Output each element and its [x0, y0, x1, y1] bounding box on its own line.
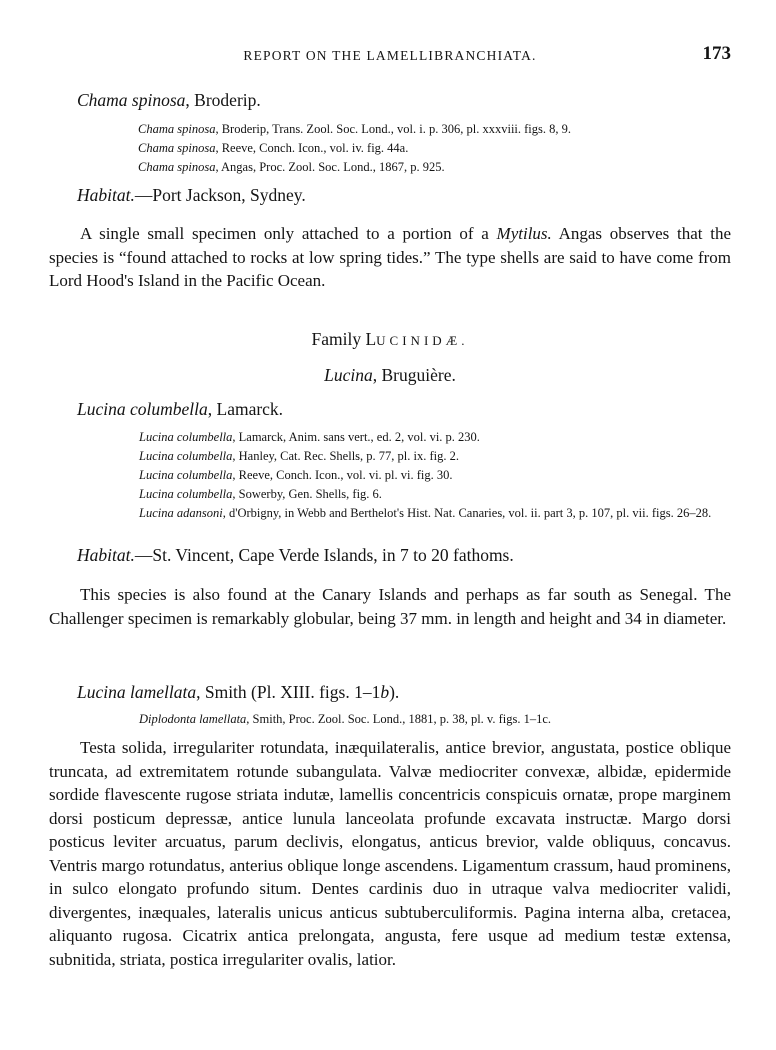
synonymy-entry-lamellata: Diplodonta lamellata, Smith, Proc. Zool. Soc. Lond., 1881, p. 38, pl. v. figs. 1–1c. [139, 712, 552, 726]
species-heading-chama-spinosa [77, 89, 759, 111]
species-heading-lucina-lamellata: Lucina lamellata, Smith (Pl. XIII. figs. 1–1b). [77, 682, 400, 702]
synonymy-entry: Lucina adansoni, d'Orbigny, in Webb and Berthelot's Hist. Nat. Canaries, vol. ii. part 3, p. 107, pl. vii. figs. 26–28. [139, 506, 712, 520]
running-title: REPORT ON THE LAMELLIBRANCHIATA. [243, 48, 537, 63]
running-header [49, 42, 731, 66]
synonymy-entry: Lucina columbella, Sowerby, Gen. Shells, fig. 6. [139, 487, 382, 501]
synonymy-list-chama [138, 120, 731, 177]
synonymy-entry: Lucina columbella, Reeve, Conch. Icon., vol. vi. pl. vi. fig. 30. [139, 468, 453, 482]
synonymy-entry: Chama spinosa, Broderip, Trans. Zool. Soc. Lond., vol. i. p. 306, pl. xxxviii. figs. 8, 9. [138, 122, 572, 136]
page-number: 173 [702, 43, 731, 64]
synonymy-entry: Lucina columbella, Hanley, Cat. Rec. Shells, p. 77, pl. ix. fig. 2. [139, 449, 459, 463]
genus-heading: Lucina, Bruguière. [324, 365, 456, 385]
synonymy-list-columbella [139, 428, 731, 523]
synonymy-entry: Chama spinosa, Angas, Proc. Zool. Soc. Lond., 1867, p. 925. [138, 160, 445, 174]
species-heading-lucina-columbella: Lucina columbella, Lamarck. [77, 399, 284, 419]
synonymy-entry: Lucina columbella, Lamarck, Anim. sans vert., ed. 2, vol. vi. p. 230. [139, 430, 480, 444]
synonymy-entry: Chama spinosa, Reeve, Conch. Icon., vol. iv. fig. 44a. [138, 141, 409, 155]
species-author: , Broderip. [185, 90, 261, 110]
habitat-chama: Habitat.—Port Jackson, Sydney. [77, 185, 306, 205]
paragraph-columbella-notes: This species is also found at the Canary Islands and perhaps as far south as Senegal. The Challenger specimen is remarkably globular, being 37 mm. in length and height and 34 in diameter. [49, 585, 731, 628]
family-heading: Family LUCINIDÆ. [311, 329, 469, 349]
habitat-columbella: Habitat.—St. Vincent, Cape Verde Islands, in 7 to 20 fathoms. [77, 545, 514, 565]
latin-description-lamellata: Testa solida, irregulariter rotundata, inæquilateralis, antice brevior, angustata, postice oblique truncata, ad extremitatem rotunde subangulata. Valvæ mediocriter convexæ, albidæ, epidermide sordide flavescente rugose striata indutæ, lamellis concentricis conspicuis ornatæ, prope marginem dorsi posticum depressæ, antice lunula lanceolata profunde excavata instructæ. Margo dorsi posticus leviter arcuatus, parum declivis, elongatus, anticus brevior, valde obliquus, concavus. Ventris margo rotundatus, anterius oblique longe ascendens. Ligamentum crassum, haud prominens, in sulco elongato profundo situm. Dentes cardinis duo in utraque valva mediocriter validi, divergentes, inæquales, lateralis unicus anticus subtuberculiformis. Pagina interna alba, cretacea, aliquanto rugosa. Cicatrix antica prelongata, angusta, fere usque ad medium testæ extensa, subnitida, striata, postica irregulariter ovalis, latior. [49, 738, 731, 969]
paragraph-chama-notes: A single small specimen only attached to a portion of a Mytilus. Angas observes that the species is “found attached to rocks at low spring tides.” The type shells are said to have come from Lord Hood's Island in the Pacific Ocean. [49, 224, 731, 290]
species-name: Chama spinosa [77, 90, 186, 110]
